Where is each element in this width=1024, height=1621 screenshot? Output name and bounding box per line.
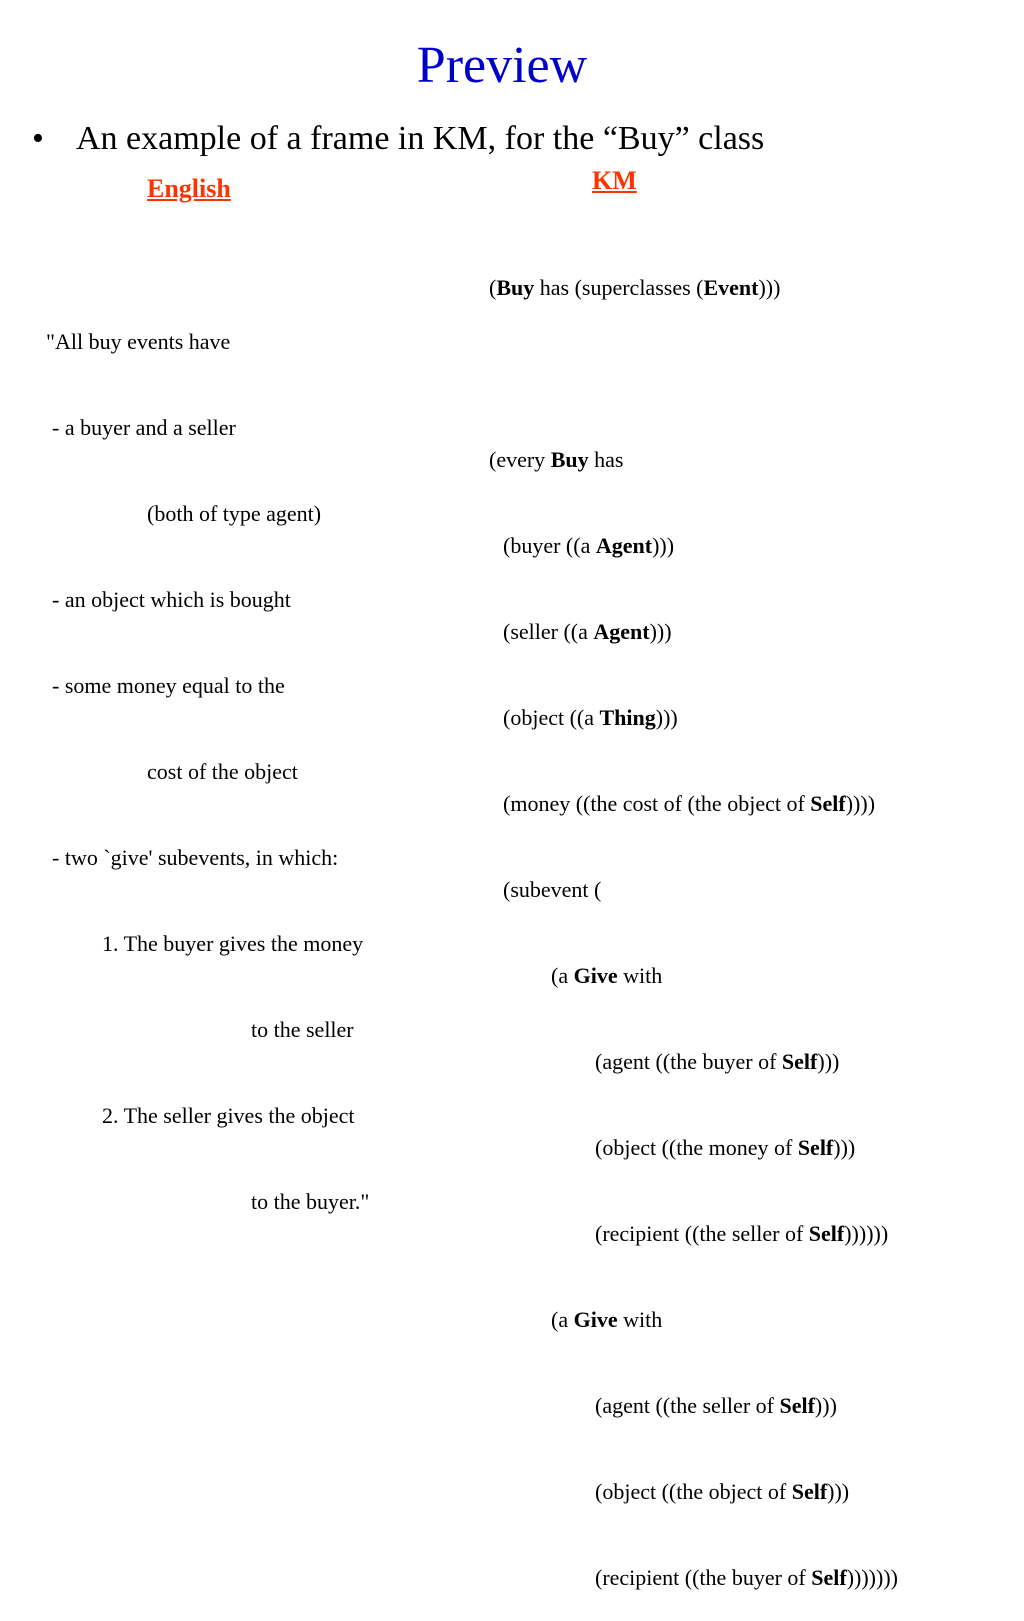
english-line: to the seller [251, 1017, 354, 1042]
km-line: (buyer ((a Agent))) [503, 533, 675, 558]
km-line: (subevent ( [503, 877, 602, 902]
km-line: (money ((the cost of (the object of Self)))) [503, 791, 876, 816]
english-description [46, 273, 369, 1245]
km-line: (object ((the object of Self))) [595, 1479, 850, 1504]
km-line: (a Give with [551, 963, 663, 988]
english-line: - a buyer and a seller [52, 415, 236, 440]
english-line: to the buyer." [251, 1189, 370, 1214]
bullet-text: An example of a frame in KM, for the “Buy” class [76, 120, 765, 157]
english-line: cost of the object [147, 759, 298, 784]
km-line: (recipient ((the seller of Self)))))) [595, 1221, 889, 1246]
km-line: (agent ((the seller of Self))) [595, 1393, 837, 1418]
km-line: (object ((the money of Self))) [595, 1135, 856, 1160]
km-line: (agent ((the buyer of Self))) [595, 1049, 840, 1074]
km-line: (object ((a Thing))) [503, 705, 678, 730]
english-line: (both of type agent) [147, 501, 322, 526]
english-line: - an object which is bought [52, 587, 291, 612]
km-line: (Buy has (superclasses (Event))) [489, 275, 781, 300]
km-blank-line [489, 357, 898, 391]
km-header: KM [592, 166, 637, 195]
km-line: (recipient ((the buyer of Self))))))) [595, 1565, 898, 1590]
english-line: - two `give' subevents, in which: [52, 845, 339, 870]
km-line: (a Give with [551, 1307, 663, 1332]
bullet-item [32, 118, 764, 160]
bullet-icon: • [32, 120, 44, 157]
km-line: (seller ((a Agent))) [503, 619, 672, 644]
english-header: English [147, 174, 231, 203]
slide-title: Preview [416, 37, 588, 94]
km-code [489, 219, 898, 1621]
km-line: (every Buy has [489, 447, 624, 472]
english-line: 1. The buyer gives the money [102, 931, 364, 956]
english-line: "All buy events have [46, 329, 231, 354]
english-line: - some money equal to the [52, 673, 285, 698]
english-line: 2. The seller gives the object [102, 1103, 355, 1128]
